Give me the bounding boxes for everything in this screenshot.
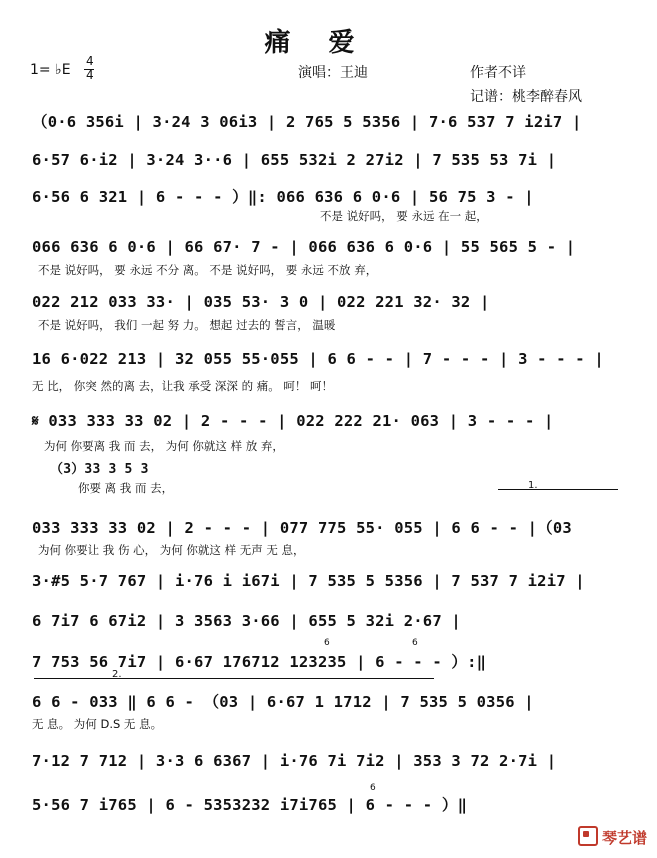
- lyrics-row-5: 不是 说好吗， 我们 一起 努 力。 想起 过去的 誓言， 温暖: [38, 318, 336, 332]
- notation-row-10: 6 7i7 6 67i2 | 3 3563 3·66 | 655 5 32i 2·67 |: [32, 612, 461, 630]
- transcriber-credit: 记谱：桃李醉春风: [470, 89, 582, 105]
- notation-row-14: 5·56 7 i765 | 6 - 5353232 i7i765 | 6 - - - ）‖: [32, 796, 468, 814]
- volta-bracket-2: [34, 678, 434, 679]
- key-signature: 1= ♭E: [30, 62, 71, 78]
- watermark-text: 琴艺谱: [601, 829, 647, 847]
- notation-row-3: 6·56 6 321 | 6 - - - ）‖: 066 636 6 0·6 | 56 75 3 - |: [32, 188, 534, 206]
- volta-2-label: 2.: [112, 669, 122, 680]
- watermark-logo: [578, 826, 647, 848]
- lyrics-row-4: 不是 说好吗， 要 永远 不分 离。 不是 说好吗， 要 永远 不放 弃，: [38, 263, 378, 277]
- logo-icon: [578, 826, 598, 846]
- notation-row-1: （0·6 356i | 3·24 3 06i3 | 2 765 5 5356 | 7·6 537 7 i2i7 |: [32, 113, 582, 131]
- notation-row-4: 066 636 6 0·6 | 66 67· 7 - | 066 636 6 0·6 | 55 565 5 - |: [32, 238, 576, 256]
- notation-row-9: 3·#5 5·7 767 | i·76 i i67i | 7 535 5 5356 | 7 537 7 i2i7 |: [32, 572, 585, 590]
- volta-bracket-1: [498, 489, 618, 490]
- song-title: 痛爱: [264, 28, 393, 58]
- lyrics-row-8: 为何 你要让 我 伤 心， 为何 你就这 样 无声 无 息，: [38, 543, 305, 557]
- notation-row-8: 033 333 33 02 | 2 - - - | 077 775 55· 055 | 6 6 - - |（03: [32, 519, 572, 537]
- time-signature-top: 4: [86, 54, 94, 68]
- notation-row-2: 6·57 6·i2 | 3·24 3··6 | 655 532i 2 27i2 | 7 535 53 7i |: [32, 151, 557, 169]
- lyrics-row-12: 无 息。 为何 D.S 无 息。: [32, 717, 163, 731]
- notation-row-7: 𝄋 033 333 33 02 | 2 - - - | 022 222 21· 063 | 3 - - - |: [32, 412, 554, 430]
- notation-row-5: 022 212 033 33· | 035 53· 3 0 | 022 221 32· 32 |: [32, 293, 490, 311]
- tuplet-marker: 6: [324, 638, 330, 648]
- notation-row-11: 7 753 56 7i7 | 6·67 176712 123235 | 6 - - - ）:‖: [32, 653, 487, 671]
- lyrics-row-3: 不是 说好吗， 要 永远 在一 起，: [320, 209, 488, 223]
- tuplet-marker: 6: [370, 783, 376, 793]
- singer-credit: 演唱：王迪: [298, 65, 368, 81]
- tuplet-marker: 6: [412, 638, 418, 648]
- time-signature-bottom: 4: [86, 68, 94, 82]
- notation-row-6: 16 6·022 213 | 32 055 55·055 | 6 6 - - | 7 - - - | 3 - - - |: [32, 350, 604, 368]
- lyrics-row-7: 为何 你要离 我 而 去， 为何 你就这 样 放 弃，: [44, 439, 284, 453]
- lyrics-row-alt: 你要 离 我 而 去，: [78, 481, 174, 495]
- volta-1-label: 1.: [528, 480, 538, 491]
- notation-row-alt: （3）33 3 5 3: [50, 462, 149, 477]
- composer-credit: 作者不详: [470, 65, 526, 81]
- notation-row-12: 6 6 - 033 ‖ 6 6 - （03 | 6·67 1 1712 | 7 535 5 0356 |: [32, 693, 534, 711]
- notation-row-13: 7·12 7 712 | 3·3 6 6367 | i·76 7i 7i2 | 353 3 72 2·7i |: [32, 752, 557, 770]
- lyrics-row-6: 无 比， 你突 然的离 去，让我 承受 深深 的 痛。 呵！ 呵！: [32, 379, 334, 393]
